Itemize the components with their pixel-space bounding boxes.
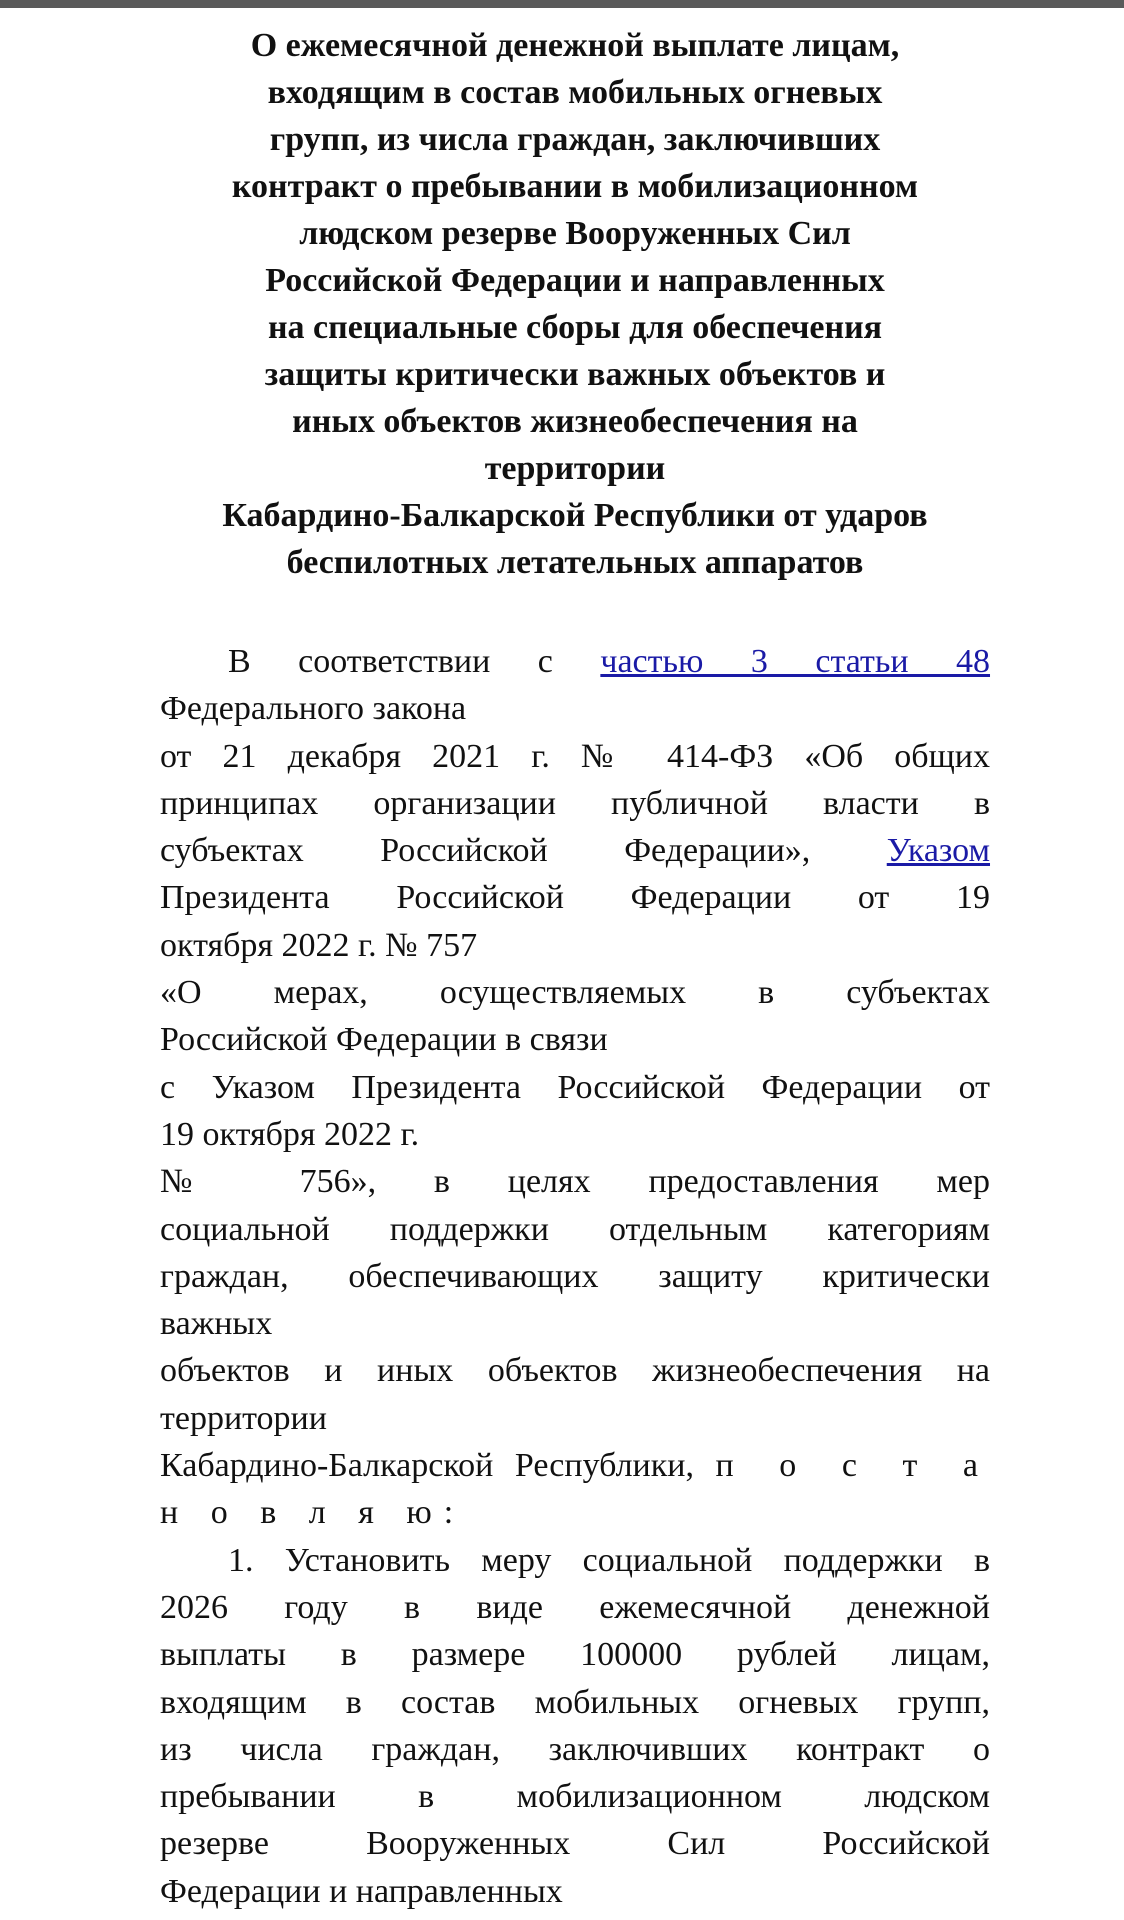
item-line: 2026 году в виде ежемесячной денежной bbox=[160, 1588, 990, 1626]
item-line: входящим в состав мобильных огневых групп, bbox=[160, 1683, 990, 1721]
resolve-word: п о с т а bbox=[715, 1447, 990, 1485]
resolve-word: н о в л я ю: bbox=[160, 1494, 466, 1532]
item-line: выплаты в размере 100000 рублей лицам, bbox=[160, 1636, 990, 1674]
preamble-line: Федерального закона bbox=[160, 690, 467, 728]
preamble-line: граждан, обеспечивающих защиту критически bbox=[160, 1257, 990, 1295]
title-line: групп, из числа граждан, заключивших bbox=[269, 121, 881, 158]
preamble-text: субъектах Российской Федерации», bbox=[160, 832, 811, 870]
title-line: Российской Федерации и направленных bbox=[265, 262, 885, 299]
title-line: людском резерве Вооруженных Сил bbox=[299, 215, 851, 252]
preamble-line bbox=[160, 827, 990, 874]
preamble-text: Кабардино-Балкарской Республики, bbox=[160, 1447, 694, 1485]
title-line: на специальные сборы для обеспечения bbox=[267, 309, 883, 346]
item-1-paragraph bbox=[160, 1537, 990, 1915]
preamble-line: объектов и иных объектов жизнеобеспечения на bbox=[160, 1352, 990, 1390]
item-line: пребывании в мобилизационном людском bbox=[160, 1778, 990, 1816]
preamble-line: важных bbox=[160, 1305, 273, 1343]
title-line: иных объектов жизнеобеспечения на bbox=[292, 403, 858, 440]
item-line: из числа граждан, заключивших контракт о bbox=[160, 1730, 990, 1768]
title-line: О ежемесячной денежной выплате лицам, bbox=[250, 27, 900, 64]
preamble-line: принципах организации публичной власти в bbox=[160, 784, 990, 822]
preamble-paragraph bbox=[160, 638, 990, 1537]
preamble-line bbox=[160, 1442, 990, 1489]
title-line: контракт о пребывании в мобилизационном bbox=[231, 168, 919, 205]
item-line: Федерации и направленных bbox=[160, 1872, 563, 1910]
top-status-bar bbox=[0, 0, 1124, 8]
decree-link[interactable]: Указом bbox=[886, 832, 991, 870]
preamble-line: октября 2022 г. № 757 bbox=[160, 926, 478, 964]
item-line: 1. Установить меру социальной поддержки в bbox=[228, 1541, 990, 1579]
preamble-line: Российской Федерации в связи bbox=[160, 1021, 608, 1059]
preamble-text: В соответствии с bbox=[228, 643, 553, 680]
title-line: беспилотных летательных аппаратов bbox=[286, 544, 864, 581]
preamble-line: социальной поддержки отдельным категориям bbox=[160, 1210, 990, 1248]
title-line: Кабардино-Балкарской Республики от ударов bbox=[222, 497, 928, 534]
preamble-line: № 756», в целях предоставления мер bbox=[160, 1163, 990, 1201]
law-article-link[interactable]: частью 3 статьи 48 bbox=[600, 643, 991, 680]
preamble-line: территории bbox=[160, 1399, 327, 1437]
preamble-line: 19 октября 2022 г. bbox=[160, 1115, 420, 1153]
preamble-line: с Указом Президента Российской Федерации от bbox=[160, 1068, 990, 1106]
preamble-line: Президента Российской Федерации от 19 bbox=[160, 879, 990, 917]
preamble-line: от 21 декабря 2021 г. № 414-ФЗ «Об общих bbox=[160, 737, 990, 775]
item-line: резерве Вооруженных Сил Российской bbox=[160, 1825, 990, 1863]
preamble-line bbox=[160, 638, 990, 685]
document-page bbox=[160, 22, 990, 1915]
title-line: территории bbox=[484, 450, 666, 487]
title-line: входящим в состав мобильных огневых bbox=[267, 74, 883, 111]
preamble-line: «О мерах, осуществляемых в субъектах bbox=[160, 974, 990, 1012]
title-line: защиты критически важных объектов и bbox=[264, 356, 886, 393]
document-title bbox=[160, 22, 990, 586]
